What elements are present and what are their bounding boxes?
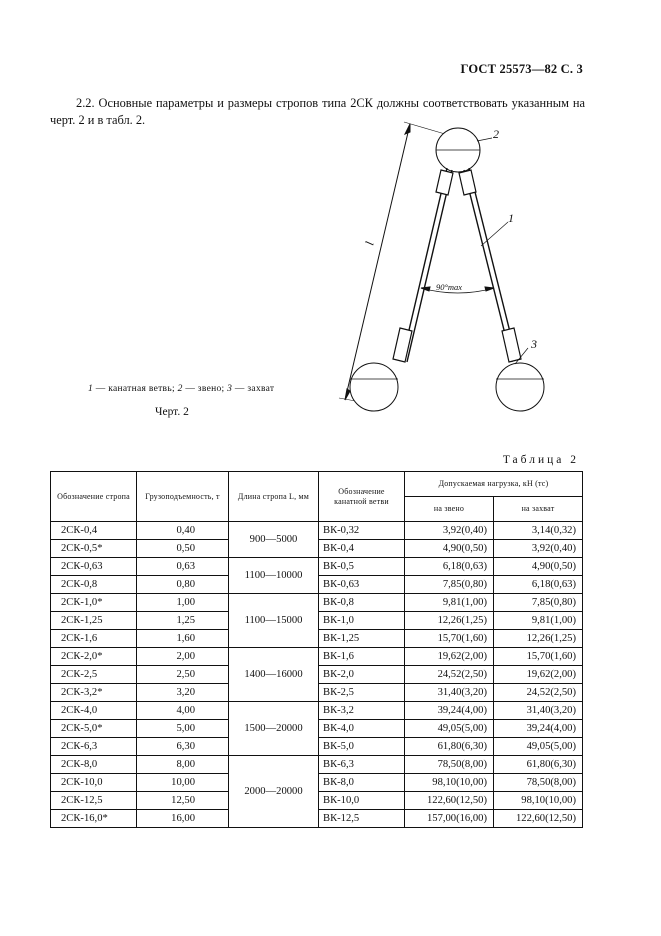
- cell-capacity: 4,00: [137, 702, 229, 720]
- cell-load-grip: 19,62(2,00): [494, 666, 583, 684]
- cell-capacity: 6,30: [137, 738, 229, 756]
- cell-load-link: 157,00(16,00): [405, 810, 494, 828]
- cell-load-link: 78,50(8,00): [405, 756, 494, 774]
- cell-load-link: 6,18(0,63): [405, 558, 494, 576]
- cell-load-link: 19,62(2,00): [405, 648, 494, 666]
- cell-designation: 2СК-0,5*: [51, 540, 137, 558]
- grip-left: [350, 363, 398, 411]
- cell-designation: 2СК-10,0: [51, 774, 137, 792]
- cell-branch: ВК-1,25: [319, 630, 405, 648]
- cell-capacity: 0,50: [137, 540, 229, 558]
- cell-branch: ВК-1,0: [319, 612, 405, 630]
- header-branch: Обозначение канатной ветви: [319, 472, 405, 522]
- cell-designation: 2СК-5,0*: [51, 720, 137, 738]
- cell-capacity: 3,20: [137, 684, 229, 702]
- cell-branch: ВК-0,32: [319, 522, 405, 540]
- cell-length: 1400—16000: [229, 648, 319, 702]
- cell-load-link: 61,80(6,30): [405, 738, 494, 756]
- cell-load-link: 31,40(3,20): [405, 684, 494, 702]
- cell-load-grip: 12,26(1,25): [494, 630, 583, 648]
- parameters-table: [50, 471, 583, 828]
- cell-load-grip: 15,70(1,60): [494, 648, 583, 666]
- cell-designation: 2СК-1,6: [51, 630, 137, 648]
- cell-load-grip: 4,90(0,50): [494, 558, 583, 576]
- cell-branch: ВК-6,3: [319, 756, 405, 774]
- cell-capacity: 0,63: [137, 558, 229, 576]
- cell-load-grip: 98,10(10,00): [494, 792, 583, 810]
- cell-load-grip: 39,24(4,00): [494, 720, 583, 738]
- cell-load-link: 4,90(0,50): [405, 540, 494, 558]
- cell-designation: 2СК-0,4: [51, 522, 137, 540]
- cell-load-link: 98,10(10,00): [405, 774, 494, 792]
- header-load: Допускаемая нагрузка, кН (тс): [405, 472, 583, 497]
- cell-branch: ВК-0,8: [319, 594, 405, 612]
- cell-branch: ВК-2,5: [319, 684, 405, 702]
- cell-capacity: 2,00: [137, 648, 229, 666]
- cell-load-link: 39,24(4,00): [405, 702, 494, 720]
- cell-branch: ВК-10,0: [319, 792, 405, 810]
- table-row: [51, 522, 583, 540]
- header-on-grip: на захват: [494, 497, 583, 522]
- cell-branch: ВК-0,5: [319, 558, 405, 576]
- callout-1: 1: [508, 211, 514, 225]
- cell-designation: 2СК-16,0*: [51, 810, 137, 828]
- cell-length: 1500—20000: [229, 702, 319, 756]
- cell-load-grip: 122,60(12,50): [494, 810, 583, 828]
- cell-load-link: 122,60(12,50): [405, 792, 494, 810]
- cell-load-grip: 61,80(6,30): [494, 756, 583, 774]
- cell-capacity: 0,80: [137, 576, 229, 594]
- cell-load-link: 3,92(0,40): [405, 522, 494, 540]
- cell-load-link: 9,81(1,00): [405, 594, 494, 612]
- cell-capacity: 8,00: [137, 756, 229, 774]
- angle-label: 90°max: [436, 282, 463, 292]
- table-row: [51, 756, 583, 774]
- cell-branch: ВК-12,5: [319, 810, 405, 828]
- cell-load-grip: 78,50(8,00): [494, 774, 583, 792]
- cell-length: 900—5000: [229, 522, 319, 558]
- callout-3: 3: [531, 337, 537, 351]
- cell-capacity: 5,00: [137, 720, 229, 738]
- cell-capacity: 1,00: [137, 594, 229, 612]
- cell-load-grip: 49,05(5,00): [494, 738, 583, 756]
- dimension-label: l: [362, 240, 377, 247]
- header-capacity: Грузоподъемность, т: [137, 472, 229, 522]
- cell-branch: ВК-1,6: [319, 648, 405, 666]
- cell-load-link: 15,70(1,60): [405, 630, 494, 648]
- callout-2: 2: [493, 127, 499, 141]
- cell-length: 1100—10000: [229, 558, 319, 594]
- figure-caption: Черт. 2: [155, 406, 189, 418]
- page-header: ГОСТ 25573—82 С. 3: [460, 62, 583, 76]
- cell-branch: ВК-4,0: [319, 720, 405, 738]
- cell-branch: ВК-0,4: [319, 540, 405, 558]
- cell-load-link: 24,52(2,50): [405, 666, 494, 684]
- cell-load-grip: 6,18(0,63): [494, 576, 583, 594]
- cell-designation: 2СК-1,0*: [51, 594, 137, 612]
- cell-load-grip: 3,92(0,40): [494, 540, 583, 558]
- table-row: [51, 702, 583, 720]
- section-paragraph: 2.2. Основные параметры и размеры стропов типа 2СК должны соответствовать указанным на черт. 2 и в табл. 2.: [50, 96, 585, 127]
- cell-designation: 2СК-1,25: [51, 612, 137, 630]
- cell-branch: ВК-8,0: [319, 774, 405, 792]
- table-row: [51, 594, 583, 612]
- cell-branch: ВК-3,2: [319, 702, 405, 720]
- cell-branch: ВК-2,0: [319, 666, 405, 684]
- cell-designation: 2СК-0,63: [51, 558, 137, 576]
- cell-load-link: 7,85(0,80): [405, 576, 494, 594]
- cell-designation: 2СК-2,5: [51, 666, 137, 684]
- table-row: [51, 558, 583, 576]
- figure-legend: 1 — канатная ветвь; 2 — звено; 3 — захват: [88, 384, 275, 394]
- cell-length: 1100—15000: [229, 594, 319, 648]
- cell-designation: 2СК-12,5: [51, 792, 137, 810]
- cell-designation: 2СК-3,2*: [51, 684, 137, 702]
- cell-capacity: 10,00: [137, 774, 229, 792]
- cell-branch: ВК-0,63: [319, 576, 405, 594]
- cell-capacity: 0,40: [137, 522, 229, 540]
- cell-load-grip: 7,85(0,80): [494, 594, 583, 612]
- cell-capacity: 2,50: [137, 666, 229, 684]
- cell-designation: 2СК-2,0*: [51, 648, 137, 666]
- cell-designation: 2СК-0,8: [51, 576, 137, 594]
- cell-load-grip: 3,14(0,32): [494, 522, 583, 540]
- cell-load-grip: 9,81(1,00): [494, 612, 583, 630]
- cell-capacity: 1,25: [137, 612, 229, 630]
- header-on-link: на звено: [405, 497, 494, 522]
- grip-right: [496, 363, 544, 411]
- cell-length: 2000—20000: [229, 756, 319, 828]
- cell-capacity: 12,50: [137, 792, 229, 810]
- cell-designation: 2СК-6,3: [51, 738, 137, 756]
- cell-branch: ВК-5,0: [319, 738, 405, 756]
- cell-designation: 2СК-4,0: [51, 702, 137, 720]
- cell-load-link: 12,26(1,25): [405, 612, 494, 630]
- cell-capacity: 1,60: [137, 630, 229, 648]
- cell-designation: 2СК-8,0: [51, 756, 137, 774]
- table-caption: Таблица 2: [502, 454, 579, 466]
- table-row: [51, 648, 583, 666]
- cell-load-grip: 31,40(3,20): [494, 702, 583, 720]
- cell-capacity: 16,00: [137, 810, 229, 828]
- cell-load-link: 49,05(5,00): [405, 720, 494, 738]
- cell-load-grip: 24,52(2,50): [494, 684, 583, 702]
- header-designation: Обозначение стропа: [51, 472, 137, 522]
- header-length: Длина стропа L, мм: [229, 472, 319, 522]
